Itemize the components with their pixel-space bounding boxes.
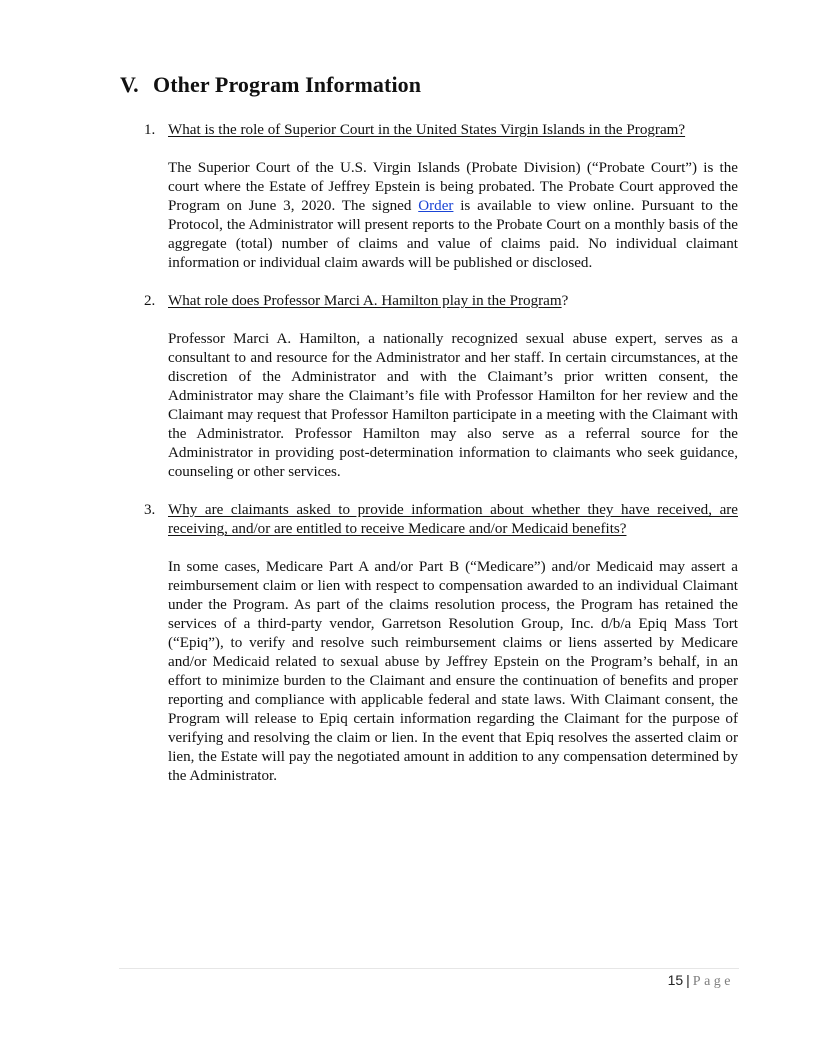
faq-question [168,121,738,140]
faq-question-text: What is the role of Superior Court in the United States Virgin Islands in the Program? [168,122,686,138]
faq-item-number: 3. [144,502,156,518]
section-title: Other Program Information [153,72,422,97]
faq-question-text: Why are claimants asked to provide information about whether they have received, are receiving, and/or are entitled to receive Medicare and/or Medicaid benefits? [168,502,738,537]
faq-question [168,292,738,311]
faq-answer: In some cases, Medicare Part A and/or Part B (“Medicare”) and/or Medicaid may assert a reimbursement claim or lien with respect to compensation awarded to an individual Claimant under the Program. As part of the claims resolution process, the Program has retained the services of a third-party vendor, Garretson Resolution Group, Inc. d/b/a Epiq Mass Tort (“Epiq”), to verify and resolve such reimbursement claims or liens asserted by Medicare and/or Medicaid related to sexual abuse by Jeffrey Epstein on the Program’s behalf, in an effort to minimize burden to the Claimant and ensure the continuation of benefits and proper reporting and compliance with applicable federal and state laws. With Claimant consent, the Program will release to Epiq certain information regarding the Claimant for the purpose of verifying and resolving the claim or lien. In the event that Epiq resolves the asserted claim or lien, the Estate will pay the negotiated amount in addition to any compensation determined by the Administrator. [168,559,738,784]
order-link[interactable]: Order [418,198,454,214]
faq-item-number: 1. [144,122,156,138]
section-number: V. [120,72,139,97]
faq-list [144,121,738,786]
faq-item-professor-hamilton [144,292,738,482]
page-footer [668,972,734,990]
faq-answer-text: The Superior Court of the U.S. Virgin Islands (Probate Division) (“Probate Court”) is the court where the Estate of Jeffrey Epstein is being probated. The Probate Court approved the Program on June 3, 2020. The signed [168,160,738,214]
page-label: Page [692,974,734,989]
faq-answer: Professor Marci A. Hamilton, a nationally recognized sexual abuse expert, serves as a consultant to and resource for the Administrator and her staff. In certain circumstances, at the discretion of the Administrator and with the Claimant’s prior written consent, the Administrator may share the Claimant’s file with Professor Hamilton for her review and the Claimant may request that Professor Hamilton participate in a meeting with the Claimant with the Administrator. Professor Hamilton may also serve as a referral source for the Administrator in providing post-determination information to claimants who seek guidance, counseling or other services. [168,331,738,480]
faq-question [168,501,738,539]
faq-answer [168,159,738,273]
footer-divider [119,968,739,969]
footer-separator: | [686,972,690,988]
faq-answer-text-continued: is available to view online. Pursuant to the Protocol, the Administrator will present reports to the Probate Court on a monthly basis of the aggregate (total) number of claims and value of claims paid. No individual claimant information or individual claim awards will be published or disclosed. [168,198,738,271]
faq-question-text: What role does Professor Marci A. Hamilton play in the Program [168,293,562,309]
section-heading [120,72,421,98]
faq-item-number: 2. [144,293,156,309]
faq-item-superior-court [144,121,738,273]
faq-item-medicare-medicaid [144,501,738,786]
page-number: 15 [667,972,684,988]
faq-question-suffix: ? [561,293,569,309]
